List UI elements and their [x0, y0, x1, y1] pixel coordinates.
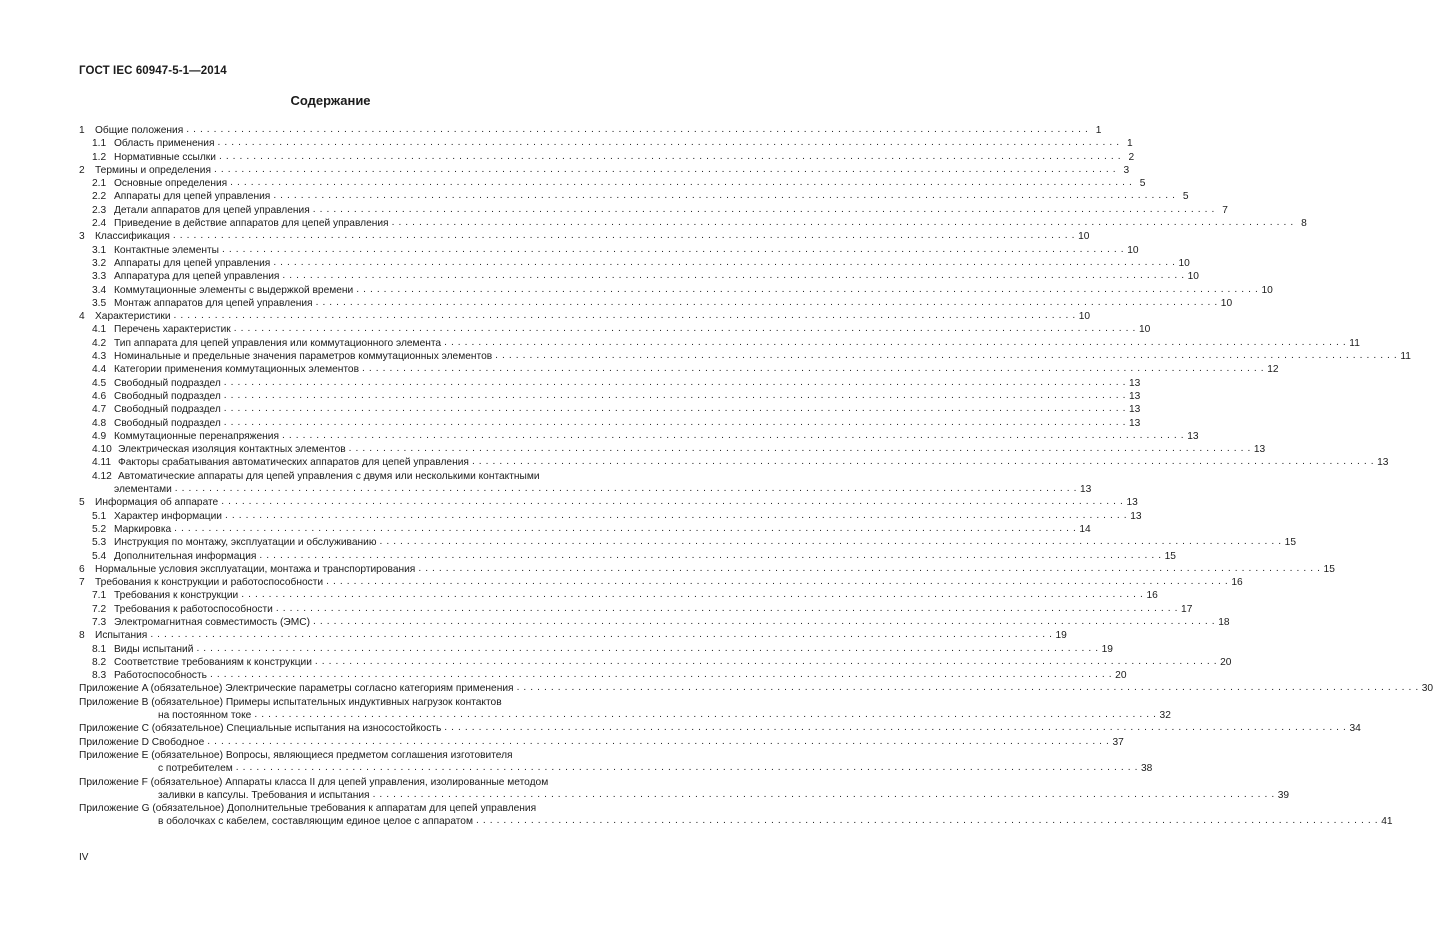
toc-entry-title: Информация об аппарате: [95, 497, 219, 509]
toc-entry-page: 20: [1115, 670, 1127, 682]
toc-leader-dots: [225, 509, 1127, 522]
toc-entry-page: 5: [1139, 178, 1146, 190]
toc-entry-title: Категории применения коммутационных элементов: [114, 364, 359, 376]
toc-leader-dots: [196, 642, 1098, 655]
toc-entry-page: 19: [1101, 643, 1113, 655]
toc-entry-page: 10: [1078, 231, 1090, 243]
toc-entry-title: Общие положения: [95, 125, 184, 136]
toc-entry-page: 32: [1159, 710, 1171, 722]
toc-entry[interactable]: [79, 377, 1141, 390]
toc-entry-page: 30: [1421, 683, 1433, 695]
toc-leader-dots: [175, 482, 1077, 495]
toc-leader-dots: [472, 455, 1374, 468]
toc-entry-number: 3.4: [92, 284, 107, 296]
toc-entry-title: Автоматические аппараты для цепей управления с двумя или несколькими контактными: [118, 470, 540, 482]
toc-entry-page: 39: [1277, 789, 1290, 801]
toc-entry-number: 5.4: [92, 550, 107, 562]
toc-entry[interactable]: [79, 682, 1433, 695]
toc-entry-title: Приложение B (обязательное) Примеры испытательных индуктивных нагрузок контактов: [79, 696, 502, 708]
toc-leader-dots: [392, 216, 1294, 229]
toc-entry-title: Нормальные условия эксплуатации, монтажа и транспортирования: [95, 563, 416, 575]
toc-leader-dots: [222, 243, 1124, 256]
toc-entry[interactable]: [79, 124, 1102, 137]
toc-entry-number: 4.6: [92, 390, 107, 402]
toc-entry[interactable]: [79, 456, 1389, 469]
toc-entry-page: 14: [1079, 523, 1091, 535]
toc-entry[interactable]: [79, 403, 1141, 416]
toc-entry-title: Виды испытаний: [114, 643, 194, 655]
toc-entry-title: Детали аппаратов для цепей управления: [114, 204, 310, 216]
toc-entry-title: Коммутационные элементы с выдержкой времени: [114, 284, 354, 296]
toc-entry[interactable]: [79, 363, 1279, 376]
table-of-contents: [79, 124, 1433, 829]
toc-entry-page: 13: [1126, 497, 1138, 509]
toc-entry-page: 13: [1129, 404, 1141, 416]
toc-leader-dots: [495, 349, 1397, 362]
toc-entry[interactable]: [79, 616, 1230, 629]
toc-entry-title: Контактные элементы: [114, 244, 219, 256]
toc-entry-title: Аппараты для цепей управления: [114, 191, 271, 203]
toc-entry-number: 8.3: [92, 670, 107, 682]
toc-leader-dots: [282, 429, 1184, 442]
toc-entry-page: 10: [1078, 311, 1091, 323]
toc-entry-page: 10: [1220, 297, 1233, 309]
toc-entry-page: 10: [1261, 284, 1273, 296]
toc-entry-page: 2: [1128, 151, 1135, 163]
toc-entry-title-continuation: с потребителем: [158, 763, 233, 775]
page-number: IV: [79, 852, 89, 863]
toc-entry-title: Перечень характеристик: [114, 324, 231, 336]
toc-entry-page: 16: [1146, 590, 1158, 602]
toc-entry[interactable]: [79, 217, 1307, 230]
toc-entry-number: 4.1: [92, 324, 107, 336]
toc-entry[interactable]: [79, 297, 1233, 310]
toc-leader-dots: [254, 708, 1156, 721]
toc-entry[interactable]: [79, 390, 1141, 403]
toc-entry-number: 4.12: [92, 470, 112, 482]
toc-entry-title-continuation: элементами: [114, 484, 172, 496]
toc-entry-number: 3.3: [92, 271, 107, 283]
toc-entry-title: Требования к конструкции и работоспособности: [95, 577, 324, 589]
toc-entry[interactable]: [79, 137, 1133, 150]
toc-entry-number: 2.1: [92, 178, 107, 190]
toc-entry-page: 13: [1130, 510, 1142, 522]
toc-entry-number: 1: [79, 125, 85, 136]
toc-entry-title: Свободный подраздел: [114, 377, 221, 389]
toc-entry-number: 3: [79, 231, 85, 243]
toc-entry-page: 37: [1112, 736, 1124, 748]
toc-entry-title: Приложение A (обязательное) Электрические параметры согласно категориям применения: [79, 683, 514, 695]
toc-entry-page: 13: [1080, 484, 1092, 496]
toc-entry[interactable]: [79, 443, 1266, 456]
toc-entry-title: Аппаратура для цепей управления: [114, 271, 280, 283]
toc-leader-dots: [276, 602, 1178, 615]
toc-entry-title: Характер информации: [114, 510, 222, 522]
toc-entry-title: Номинальные и предельные значения параметров коммутационных элементов: [114, 351, 493, 363]
toc-entry-title: Термины и определения: [95, 164, 211, 176]
toc-entry[interactable]: [79, 696, 613, 709]
toc-entry-page: 18: [1218, 616, 1230, 628]
toc-entry-continuation[interactable]: [79, 762, 1153, 775]
toc-entry-number: 6: [79, 563, 85, 575]
toc-entry-page: 1: [1127, 138, 1133, 150]
toc-entry-title-continuation: в оболочках с кабелем, составляющим единое целое с аппаратом: [158, 816, 473, 828]
toc-leader-dots: [315, 655, 1217, 668]
toc-entry-page: 19: [1055, 630, 1067, 642]
toc-entry[interactable]: [79, 563, 1335, 576]
toc-leader-dots: [379, 535, 1281, 548]
toc-entry-number: 1.2: [92, 151, 107, 163]
toc-entry-number: 4.11: [92, 457, 112, 469]
toc-entry-title: Приведение в действие аппаратов для цепей управления: [114, 218, 389, 230]
toc-entry[interactable]: [79, 190, 1189, 203]
toc-entry-number: 2.4: [92, 218, 107, 230]
toc-entry[interactable]: [79, 310, 1091, 323]
toc-leader-dots: [326, 575, 1228, 588]
toc-entry[interactable]: [79, 776, 613, 789]
toc-entry-page: 10: [1127, 244, 1139, 256]
toc-entry-number: 4: [79, 311, 85, 323]
toc-leader-dots: [186, 123, 1088, 136]
toc-leader-dots: [221, 495, 1123, 508]
toc-entry[interactable]: [79, 151, 1135, 164]
toc-entry[interactable]: [79, 629, 1067, 642]
toc-entry-number: 4.10: [92, 444, 112, 456]
toc-leader-dots: [224, 376, 1126, 389]
toc-entry[interactable]: [79, 510, 1142, 523]
toc-entry-continuation[interactable]: [79, 789, 1290, 802]
toc-entry-title: Свободный подраздел: [114, 404, 221, 416]
toc-entry[interactable]: [79, 177, 1146, 190]
toc-entry-page: 13: [1129, 417, 1141, 429]
toc-entry-page: 11: [1400, 351, 1411, 363]
toc-entry-continuation[interactable]: [79, 709, 1171, 722]
toc-entry-number: 3.5: [92, 297, 107, 309]
toc-entry-continuation[interactable]: [79, 483, 1092, 496]
toc-leader-dots: [224, 402, 1126, 415]
toc-entry-title: Испытания: [95, 630, 148, 642]
toc-leader-dots: [219, 150, 1121, 163]
toc-leader-dots: [236, 761, 1138, 774]
toc-entry-title: Приложение G (обязательное) Дополнительные требования к аппаратам для цепей управления: [79, 803, 537, 815]
toc-entry-page: 20: [1220, 656, 1232, 668]
toc-entry-number: 4.7: [92, 404, 107, 416]
toc-entry-page: 15: [1323, 563, 1335, 575]
toc-leader-dots: [217, 136, 1119, 149]
toc-entry-title: Инструкция по монтажу, эксплуатации и обслуживанию: [114, 537, 377, 549]
toc-entry-page: 10: [1178, 257, 1190, 269]
toc-leader-dots: [362, 362, 1264, 375]
toc-entry-page: 13: [1129, 390, 1141, 402]
toc-entry-number: 3.1: [92, 244, 107, 256]
toc-entry-number: 5.1: [92, 510, 107, 522]
toc-entry-title: Область применения: [114, 138, 215, 150]
toc-leader-dots: [214, 163, 1116, 176]
toc-entry-title: Характеристики: [95, 311, 171, 323]
toc-entry-page: 41: [1381, 816, 1393, 828]
toc-entry[interactable]: [79, 669, 1127, 682]
toc-entry[interactable]: [79, 802, 613, 815]
toc-entry[interactable]: [79, 470, 613, 483]
toc-leader-dots: [241, 588, 1143, 601]
toc-entry-number: 4.5: [92, 377, 107, 389]
toc-entry-number: 7.2: [92, 603, 107, 615]
toc-entry-title: Факторы срабатывания автоматических аппаратов для цепей управления: [118, 457, 469, 469]
toc-leader-dots: [316, 296, 1218, 309]
toc-entry-page: 10: [1187, 271, 1199, 283]
toc-leader-dots: [517, 681, 1419, 694]
toc-entry-title: Работоспособность: [114, 670, 207, 682]
toc-entry[interactable]: [79, 350, 1411, 363]
toc-entry-title: Аппараты для цепей управления: [114, 257, 271, 269]
toc-entry[interactable]: [79, 656, 1232, 669]
toc-entry-page: 15: [1164, 550, 1176, 562]
toc-entry-title: Тип аппарата для цепей управления или коммутационного элемента: [114, 337, 442, 349]
toc-entry-page: 1: [1095, 125, 1102, 136]
toc-entry-page: 13: [1253, 444, 1266, 456]
toc-entry[interactable]: [79, 230, 1090, 243]
toc-entry-page: 3: [1123, 164, 1130, 176]
toc-entry[interactable]: [79, 204, 1228, 217]
toc-leader-dots: [282, 269, 1184, 282]
toc-entry-number: 4.4: [92, 364, 107, 376]
toc-leader-dots: [273, 189, 1175, 202]
toc-leader-dots: [313, 203, 1215, 216]
toc-entry[interactable]: [79, 270, 1199, 283]
toc-entry-page: 11: [1349, 337, 1360, 349]
toc-leader-dots: [150, 628, 1052, 641]
toc-entry[interactable]: [79, 523, 1091, 536]
toc-entry[interactable]: [79, 323, 1151, 336]
toc-entry[interactable]: [79, 550, 1176, 563]
toc-leader-dots: [313, 615, 1215, 628]
toc-entry-title: Нормативные ссылки: [114, 151, 216, 163]
toc-entry-title: Коммутационные перенапряжения: [114, 430, 279, 442]
toc-entry-number: 8.2: [92, 656, 107, 668]
toc-leader-dots: [210, 668, 1112, 681]
toc-entry-title: Приложение E (обязательное) Вопросы, являющиеся предметом соглашения изготовителя: [79, 749, 513, 761]
toc-entry-number: 4.2: [92, 337, 107, 349]
toc-entry-page: 13: [1187, 430, 1199, 442]
toc-leader-dots: [174, 309, 1076, 322]
toc-leader-dots: [174, 522, 1076, 535]
toc-entry-title: Соответствие требованиям к конструкции: [114, 656, 312, 668]
toc-leader-dots: [356, 283, 1258, 296]
toc-entry-number: 7.3: [92, 616, 107, 628]
toc-entry-page: 8: [1301, 218, 1307, 230]
toc-leader-dots: [349, 442, 1251, 455]
toc-entry[interactable]: [79, 417, 1141, 430]
toc-entry-title: Электрическая изоляция контактных элементов: [118, 444, 346, 456]
toc-leader-dots: [224, 389, 1126, 402]
toc-entry-title-continuation: заливки в капсулы. Требования и испытания: [158, 789, 370, 801]
toc-entry-page: 13: [1129, 377, 1141, 389]
toc-entry[interactable]: [79, 337, 1360, 350]
toc-entry-number: 4.9: [92, 430, 107, 442]
toc-entry-number: 7: [79, 577, 85, 589]
toc-leader-dots: [259, 549, 1161, 562]
toc-entry[interactable]: [79, 749, 613, 762]
toc-entry-title: Требования к работоспособности: [114, 603, 273, 615]
toc-entry-title: Классификация: [95, 231, 170, 243]
toc-entry[interactable]: [79, 589, 1158, 602]
toc-leader-dots: [173, 229, 1075, 242]
toc-entry[interactable]: [79, 257, 1190, 270]
toc-entry-number: 1.1: [92, 138, 107, 150]
toc-leader-dots: [224, 416, 1126, 429]
toc-entry-number: 5: [79, 497, 85, 509]
toc-entry[interactable]: [79, 643, 1113, 656]
toc-entry[interactable]: [79, 536, 1297, 549]
toc-entry[interactable]: [79, 430, 1199, 443]
toc-entry-page: 38: [1141, 763, 1153, 775]
toc-entry-continuation[interactable]: [79, 815, 1393, 828]
toc-entry-number: 3.2: [92, 257, 107, 269]
toc-entry-title: Дополнительная информация: [114, 550, 257, 562]
standard-designation: ГОСТ IEC 60947-5-1—2014: [79, 65, 227, 77]
toc-entry[interactable]: [79, 496, 1138, 509]
toc-entry-page: 12: [1267, 364, 1279, 376]
toc-entry-number: 4.3: [92, 351, 107, 363]
toc-entry-number: 8.1: [92, 643, 107, 655]
toc-leader-dots: [444, 721, 1346, 734]
toc-entry-title: Приложение F (обязательное) Аппараты класса II для цепей управления, изолированные методом: [79, 776, 549, 788]
toc-entry-title: Маркировка: [114, 523, 172, 535]
toc-entry[interactable]: [79, 244, 1139, 257]
toc-entry[interactable]: [79, 576, 1243, 589]
toc-entry-title: Свободный подраздел: [114, 417, 221, 429]
toc-entry-number: 2: [79, 164, 85, 176]
toc-entry-page: 15: [1284, 537, 1297, 549]
toc-entry[interactable]: [79, 284, 1273, 297]
toc-entry[interactable]: [79, 722, 1361, 735]
toc-leader-dots: [207, 735, 1109, 748]
toc-leader-dots: [234, 322, 1136, 335]
toc-entry-title-continuation: на постоянном токе: [158, 710, 252, 722]
toc-entry-page: 10: [1138, 324, 1151, 336]
toc-entry-title: Монтаж аппаратов для цепей управления: [114, 297, 313, 309]
toc-entry-number: 8: [79, 630, 85, 642]
page-title: Содержание: [290, 93, 371, 108]
toc-leader-dots: [230, 176, 1132, 189]
toc-entry-page: 17: [1181, 603, 1193, 615]
toc-entry-title: Приложение D Свободное: [79, 736, 205, 748]
toc-entry-number: 7.1: [92, 590, 107, 602]
toc-entry[interactable]: [79, 164, 1130, 177]
toc-entry-number: 5.3: [92, 537, 107, 549]
toc-leader-dots: [418, 562, 1320, 575]
toc-leader-dots: [476, 814, 1378, 827]
toc-leader-dots: [444, 336, 1346, 349]
toc-entry-title: Приложение C (обязательное) Специальные испытания на износостойкость: [79, 723, 442, 735]
toc-entry-number: 2.2: [92, 191, 107, 203]
toc-entry-page: 5: [1182, 191, 1189, 203]
toc-entry-number: 5.2: [92, 523, 107, 535]
toc-entry-page: 13: [1377, 457, 1389, 469]
toc-leader-dots: [373, 788, 1275, 801]
toc-entry-number: 2.3: [92, 204, 107, 216]
toc-entry-page: 34: [1349, 723, 1361, 735]
toc-entry[interactable]: [79, 603, 1193, 616]
toc-entry-number: 4.8: [92, 417, 107, 429]
toc-entry-title: Требования к конструкции: [114, 590, 239, 602]
toc-entry-title: Основные определения: [114, 178, 228, 190]
toc-entry-title: Свободный подраздел: [114, 390, 221, 402]
toc-entry[interactable]: [79, 736, 1124, 749]
toc-entry-page: 16: [1231, 577, 1243, 589]
toc-entry-page: 7: [1222, 204, 1228, 216]
toc-entry-title: Электромагнитная совместимость (ЭМС): [114, 616, 310, 628]
toc-leader-dots: [273, 256, 1175, 269]
